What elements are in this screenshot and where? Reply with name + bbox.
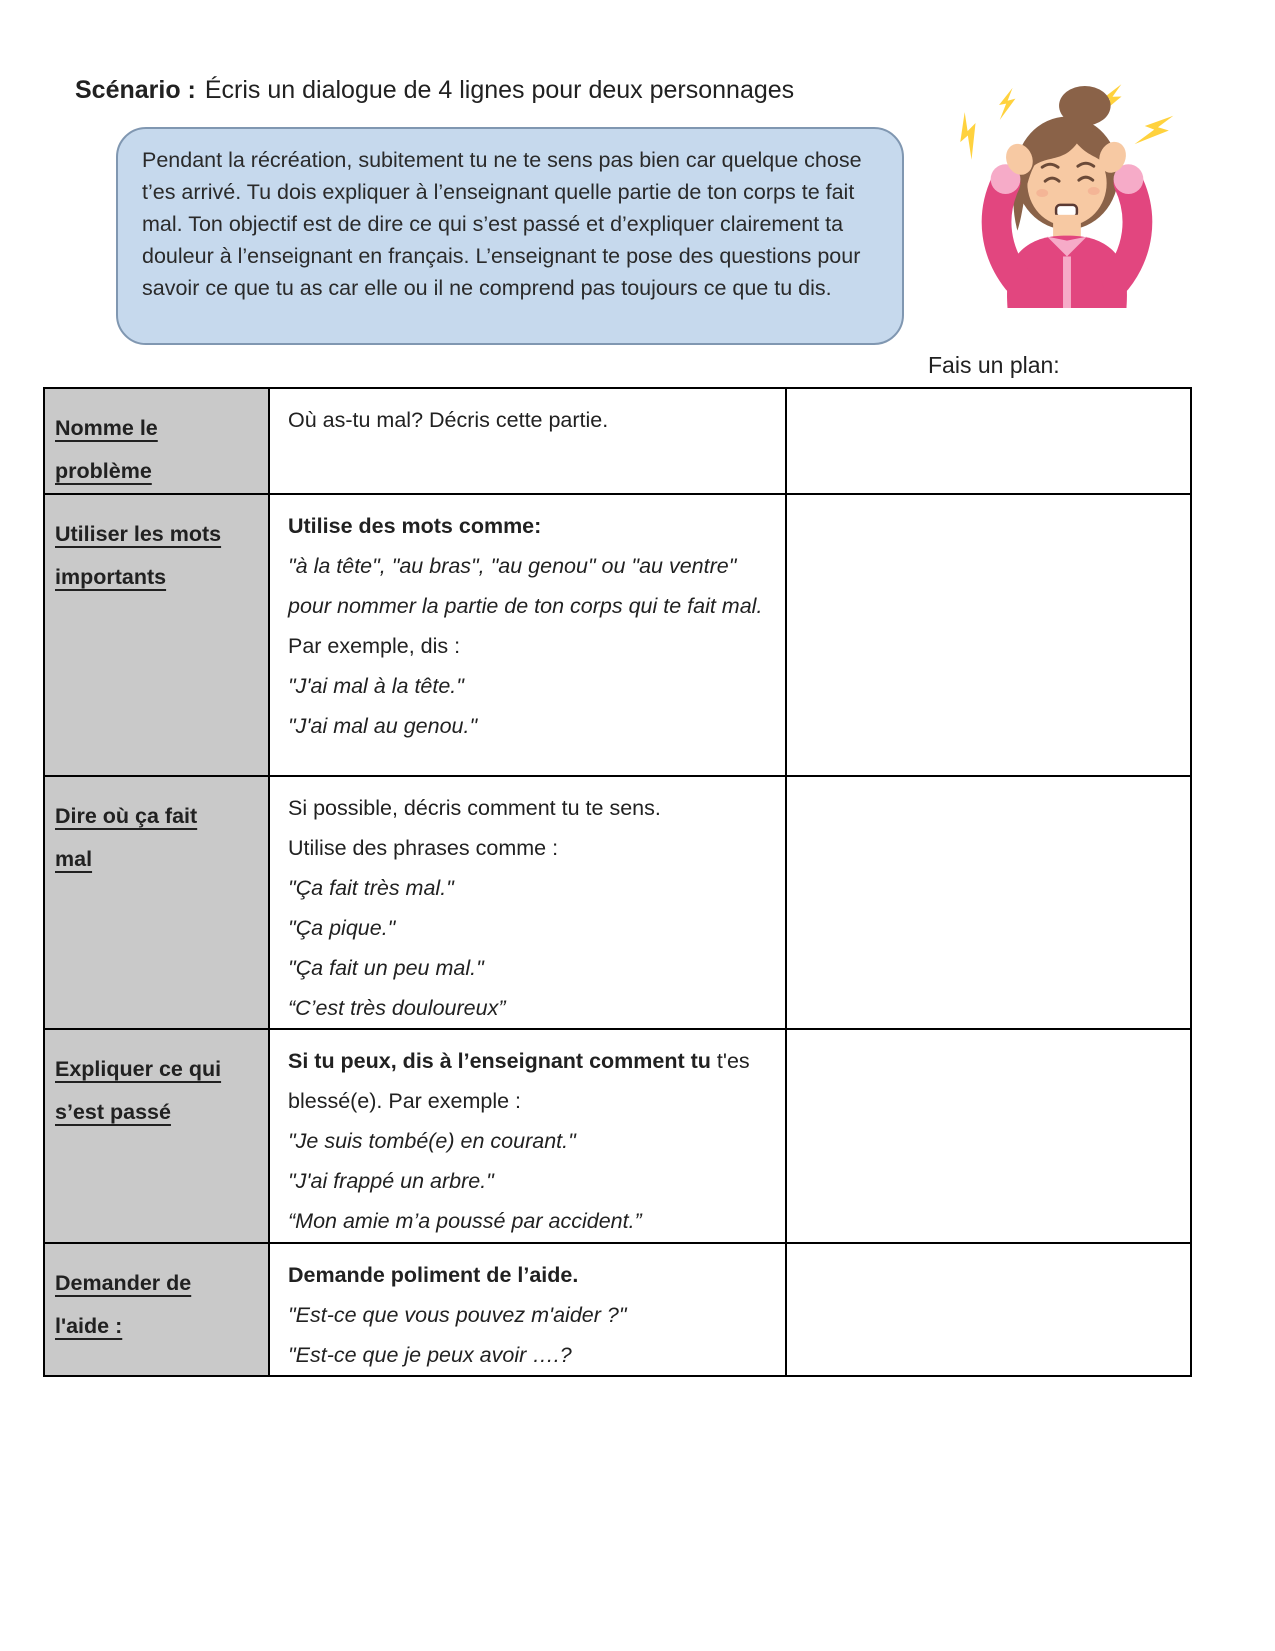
- instruction-cell: [269, 776, 786, 1029]
- instruction-line: Où as-tu mal? Décris cette partie.: [288, 408, 609, 432]
- hair-bun: [1059, 86, 1111, 126]
- instruction-line: "Je suis tombé(e) en courant.": [288, 1129, 576, 1153]
- plan-answer-cell: [786, 494, 1191, 776]
- row-header-line: Demander de: [55, 1271, 192, 1295]
- row-header-cell: [44, 494, 269, 776]
- row-header-line: Utiliser les mots: [55, 522, 222, 546]
- row-header-line: Nomme le: [55, 416, 158, 440]
- plan-answer-cell: [786, 1243, 1191, 1376]
- instruction-line: "J'ai mal à la tête.": [288, 674, 464, 698]
- row-header-line: Dire où ça fait: [55, 804, 198, 828]
- instruction-line: "J'ai frappé un arbre.": [288, 1169, 494, 1193]
- instruction-cell: [269, 1243, 786, 1376]
- table-row: [44, 494, 1191, 776]
- headache-illustration: [946, 80, 1184, 308]
- row-header-line: problème: [55, 459, 152, 483]
- instruction-line: "Ça fait un peu mal.": [288, 956, 484, 980]
- row-header-line: importants: [55, 565, 167, 589]
- row-header-line: s’est passé: [55, 1100, 171, 1124]
- instruction-line: "Ça fait très mal.": [288, 876, 454, 900]
- row-header-cell: [44, 1243, 269, 1376]
- page-title: [75, 74, 794, 106]
- right-arm: [1117, 183, 1138, 280]
- instruction-line: “Mon amie m’a poussé par accident.”: [288, 1209, 642, 1233]
- row-header-cell: [44, 388, 269, 494]
- plan-answer-cell: [786, 776, 1191, 1029]
- instruction-line: “C’est très douloureux”: [288, 996, 506, 1020]
- instruction-line: Utilise des phrases comme :: [288, 836, 559, 860]
- instruction-regular-run: t'es blessé(e). Par exemple :: [288, 1049, 750, 1113]
- plan-answer-cell: [786, 1029, 1191, 1243]
- instruction-line: "Est-ce que vous pouvez m'aider ?": [288, 1303, 627, 1327]
- instruction-line: "Ça pique.": [288, 916, 396, 940]
- row-header-cell: [44, 1029, 269, 1243]
- instruction-cell: [269, 388, 786, 494]
- instruction-cell: [269, 494, 786, 776]
- plan-answer-cell: [786, 388, 1191, 494]
- instruction-line: Demande poliment de l’aide.: [288, 1263, 579, 1287]
- table-row: [44, 1029, 1191, 1243]
- instruction-line: "à la tête", "au bras", "au genou" ou "au ventre" pour nommer la partie de ton corps qui te fait mal.: [288, 554, 763, 618]
- table-row: [44, 1243, 1191, 1376]
- scenario-text: Pendant la récréation, subitement tu ne te sens pas bien car quelque chose t’es arrivé. Tu dois expliquer à l’enseignant quelle partie de ton corps te fait mal. Ton objectif est de dire ce qui s’est passé et d’expliquer clairement ta douleur à l’enseignant en français. L’enseignant te pose des questions pour savoir ce que tu as car elle ou il ne comprend pas toujours ce que tu dis.: [142, 148, 862, 300]
- row-header-line: l'aide :: [55, 1314, 123, 1338]
- title-text: Écris un dialogue de 4 lignes pour deux personnages: [204, 76, 795, 104]
- instruction-bold-run: Si tu peux, dis à l’enseignant comment tu: [288, 1049, 717, 1073]
- blush: [1036, 189, 1048, 197]
- row-header-line: mal: [55, 847, 93, 871]
- instruction-cell: [269, 1029, 786, 1243]
- blush: [1088, 187, 1100, 195]
- row-header-line: Expliquer ce qui: [55, 1057, 222, 1081]
- placket: [1063, 256, 1071, 308]
- instruction-line: Si possible, décris comment tu te sens.: [288, 796, 661, 820]
- instruction-line: Par exemple, dis :: [288, 634, 461, 658]
- instruction-line: "J'ai mal au genou.": [288, 714, 478, 738]
- instruction-line: [288, 1041, 771, 1121]
- instruction-line: "Est-ce que je peux avoir ….?: [288, 1343, 572, 1367]
- scenario-box: [116, 127, 904, 345]
- title-label: Scénario :: [75, 76, 196, 104]
- left-arm: [997, 183, 1018, 280]
- table-row: [44, 388, 1191, 494]
- table-row: [44, 776, 1191, 1029]
- plan-table: [43, 387, 1192, 1377]
- instruction-line: Utilise des mots comme:: [288, 514, 542, 538]
- row-header-cell: [44, 776, 269, 1029]
- plan-label: Fais un plan:: [928, 352, 1060, 378]
